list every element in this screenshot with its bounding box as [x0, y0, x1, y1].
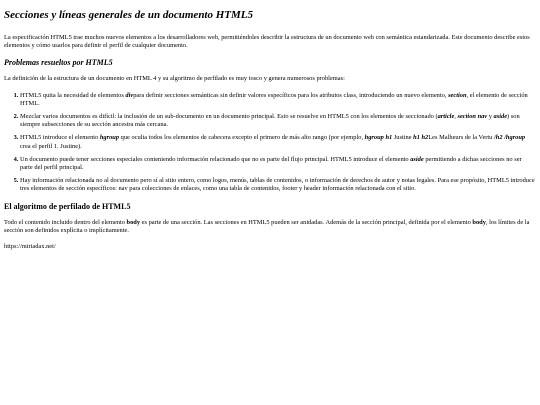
item3-text-c: Justine	[392, 134, 414, 142]
problems-lead: La definición de la estructura de un documento en HTML 4 y su algoritmo de perfilado es muy tosco y genera numerosos problemas:	[4, 75, 345, 83]
item3-h2b-code: /h2	[493, 134, 503, 142]
intro-paragraph: La especificación HTML5 trae muchos nuevos elementos a los desarrolladores web, permitiéndoles describir la estructura de un documento web con semántica estandarizada. Este documento describe estos elementos y cómo usarlos para definir el perfil de cualquier documento.	[4, 34, 530, 50]
item2-sep1: ,	[454, 113, 458, 121]
algo-text-a: Todo el contenido incluido dentro del elemento	[4, 218, 127, 226]
item3-text-e: crea el perfil 1. Justine).	[20, 142, 82, 150]
item3-h1b-code: h1	[413, 134, 420, 142]
item1-text-a: HTML5 quita la necesidad de elementos	[20, 91, 126, 99]
item4-text-a: Un documento puede tener secciones especiales conteniendo información relacionado que no es parte del flujo principal. HTML5 introduce el elemento	[20, 155, 411, 163]
item3-text-a: HTML5 introduce el elemento	[20, 134, 100, 142]
item2-aside-code: aside	[493, 113, 508, 121]
algo-body1-code: body	[126, 218, 141, 226]
problem-item-4	[20, 156, 536, 172]
algo-body2-code: body	[472, 218, 486, 226]
item3-hgroup-code: hgroup	[99, 134, 120, 142]
algorithm-paragraph	[4, 219, 536, 235]
item2-text-a: Mezclar varios documentos es difícil: la inclusión de un sub-documento en un documento principal. Esto se resuelve en HTML5 con los elementos de seccionado (	[20, 113, 438, 121]
source-url: https://miriadax.net/	[4, 243, 56, 251]
item1-text-b: para definir secciones semánticas sin definir valores específicos para los atributos class, introduciendo un nuevo elemento,	[133, 91, 449, 99]
problem-item-3	[20, 134, 536, 150]
item4-aside-code: aside	[410, 155, 424, 163]
problems-list	[4, 92, 536, 194]
item4-text-b: permitiendo a dichas secciones no ser parte del perfil principal.	[20, 155, 522, 172]
item2-text-b: ) son siempre subsecciones de su sección ancestra más cercana.	[20, 113, 520, 129]
item2-section-code: section	[457, 113, 476, 121]
algorithm-heading: El algoritmo de perfilado de HTML5	[4, 201, 131, 211]
item3-h1-code: h1	[385, 134, 393, 142]
problem-item-1	[20, 92, 536, 108]
item1-section-code: section	[448, 91, 467, 99]
item1-text-c: , el elemento de sección HTML.	[20, 91, 528, 107]
item1-div-code: div	[125, 91, 134, 99]
algo-text-c: , los límites de la sección son definidos explícita o implícitamente.	[4, 218, 530, 234]
item3-hgroup2-code: hgroup	[364, 134, 384, 142]
algo-text-b: es parte de una sección. Las secciones en HTML5 pueden ser anidadas. Además de la sección principal, definida por el elemento	[140, 218, 473, 226]
item3-h2-code: h2	[421, 134, 429, 142]
page-title: Secciones y líneas generales de un documento HTML5	[4, 9, 254, 21]
item3-text-b: que oculta todos los elementos de cabecera excepto el primero de más alto rango (por ejemplo,	[119, 134, 365, 142]
problem-item-2	[20, 113, 536, 129]
problem-item-5: 5. Hay información relacionada no al documento pero sí al sitio entero, como logos, menús, tablas de contenidos, o información de derechos de autor y notas legales. Para ese propósito, HTML5 introduce tres elementos de sección específicos: nav para colecciones de enlaces, como una tabla de contenidos, footer y header información relacionada con el sitio.	[20, 177, 536, 193]
item3-text-d: Les Malheurs de la Vertu	[428, 134, 494, 142]
item3-hgroup-end-code: /hgroup	[504, 134, 526, 142]
problems-heading: Problemas resueltos por HTML5	[4, 58, 113, 68]
item2-nav-code: nav	[477, 113, 488, 121]
item2-sep3: y	[487, 113, 494, 121]
item2-article-code: article	[437, 113, 455, 121]
